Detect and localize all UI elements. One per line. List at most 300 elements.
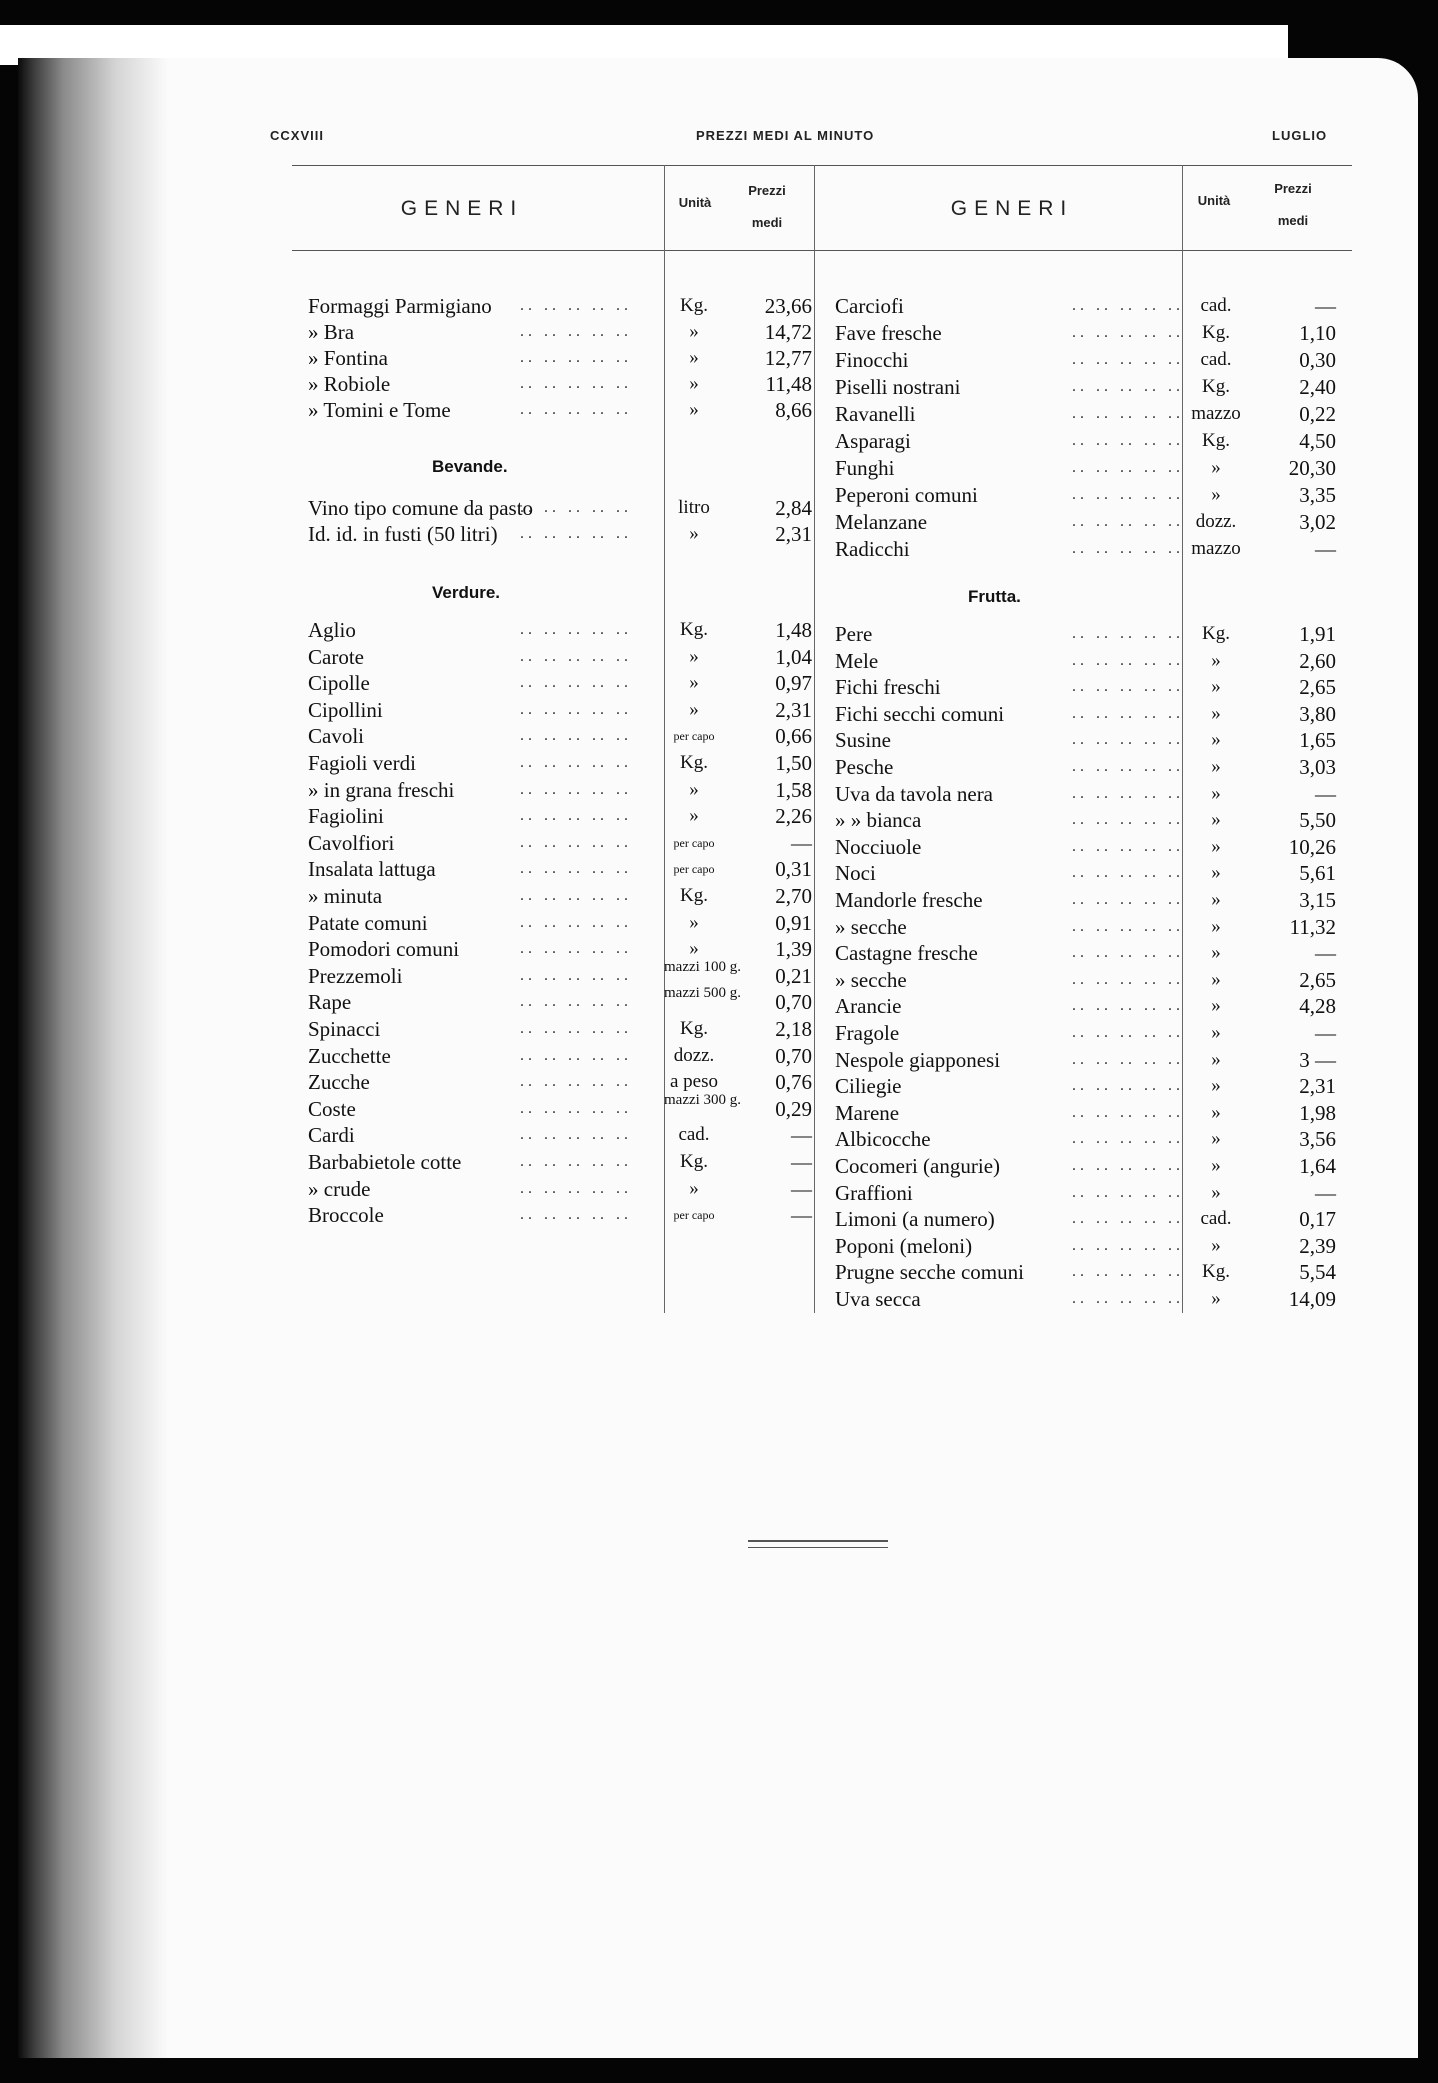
- item-unit: per capo: [673, 1208, 715, 1223]
- table-row: [292, 967, 1352, 993]
- item-price: 4,50: [1299, 429, 1336, 453]
- table-row: [292, 781, 1352, 807]
- item-price: 5,61: [1299, 861, 1336, 886]
- section-verdure: Verdure.: [432, 583, 501, 602]
- item-unit: »: [689, 321, 699, 342]
- item-unit: »: [1211, 1022, 1221, 1043]
- item-label: » crude: [308, 1176, 371, 1201]
- item-price: 23,66: [764, 294, 812, 318]
- item-label: Castagne fresche: [835, 941, 978, 966]
- table-row: [292, 1180, 1352, 1206]
- item-unit: »: [1211, 835, 1221, 857]
- item-price: 2,70: [775, 884, 812, 908]
- item-label: Fave fresche: [835, 321, 942, 345]
- item-label: Mele: [835, 648, 879, 673]
- leader-dots: .. .. .. .. ..: [1072, 513, 1184, 530]
- leader-dots: .. .. .. .. ..: [1072, 540, 1184, 557]
- table-row: [292, 428, 1352, 454]
- table-row: [292, 293, 1352, 319]
- item-unit: cad.: [1200, 1208, 1232, 1230]
- leader-dots: .. .. .. .. ..: [1072, 432, 1184, 449]
- item-unit: a peso: [669, 1071, 718, 1093]
- item-unit: »: [689, 698, 699, 720]
- table-row: [292, 1073, 1352, 1099]
- leader-dots: .. .. .. .. ..: [520, 401, 632, 418]
- leader-dots: .. .. .. .. ..: [520, 621, 632, 638]
- leader-dots: .. .. .. .. ..: [1072, 944, 1184, 962]
- leader-dots: .. .. .. .. ..: [520, 913, 632, 931]
- leader-dots: .. .. .. .. ..: [1072, 625, 1184, 642]
- item-price: 0,70: [775, 990, 812, 1015]
- item-unit: »: [1211, 942, 1221, 964]
- leader-dots: .. .. .. .. ..: [520, 1099, 632, 1117]
- item-price: —: [1315, 941, 1336, 966]
- item-price: 0,17: [1299, 1207, 1336, 1232]
- item-label: Cocomeri (angurie): [835, 1154, 1001, 1178]
- col-header-prezzi-left: Prezzi: [748, 183, 786, 198]
- item-label: Nocciuole: [835, 834, 922, 859]
- leader-dots: .. .. .. .. ..: [1072, 1210, 1184, 1228]
- item-price: 0,29: [775, 1096, 812, 1121]
- item-price: 3,35: [1299, 483, 1336, 507]
- item-price: —: [791, 1176, 812, 1201]
- leader-dots: .. .. .. .. ..: [520, 1179, 632, 1197]
- table-row: [292, 807, 1352, 833]
- item-price: 1,64: [1299, 1154, 1336, 1178]
- leader-dots: .. .. .. .. ..: [520, 499, 632, 516]
- leader-dots: .. .. .. .. ..: [1072, 651, 1184, 669]
- item-price: 0,91: [775, 910, 812, 935]
- item-unit: »: [689, 347, 699, 368]
- item-unit: »: [689, 373, 699, 394]
- leader-dots: .. .. .. .. ..: [520, 323, 632, 340]
- item-unit: »: [1211, 809, 1221, 831]
- item-unit: »: [1211, 1101, 1221, 1123]
- item-label: Ravanelli: [835, 402, 916, 426]
- item-label: Uva da tavola nera: [835, 781, 994, 806]
- item-label: » secche: [835, 967, 907, 992]
- item-label: Pomodori comuni: [308, 937, 460, 962]
- item-price: 11,32: [1289, 914, 1336, 939]
- item-price: 0,31: [775, 857, 812, 882]
- item-label: » Robiole: [308, 372, 391, 396]
- item-unit: Kg.: [680, 885, 708, 906]
- item-unit: »: [1211, 484, 1221, 505]
- item-label: Insalata lattuga: [308, 857, 436, 882]
- item-unit: mazzi 300 g.: [664, 1091, 742, 1108]
- table-row: [292, 860, 1352, 886]
- item-price: 0,22: [1299, 402, 1336, 426]
- leader-dots: .. .. .. .. ..: [520, 860, 632, 878]
- item-label: » Fontina: [308, 346, 388, 370]
- item-label: Carote: [308, 644, 364, 669]
- leader-dots: .. .. .. .. ..: [1072, 486, 1184, 503]
- item-unit: Kg.: [1202, 1261, 1230, 1283]
- table-row: [292, 648, 1352, 674]
- item-price: 14,72: [764, 320, 812, 344]
- item-label: Zucchette: [308, 1043, 391, 1068]
- item-label: Carciofi: [835, 294, 904, 318]
- table-row: [292, 1233, 1352, 1259]
- table-row: [292, 1206, 1352, 1232]
- item-label: Radicchi: [835, 537, 910, 561]
- item-price: 3,15: [1299, 888, 1336, 912]
- item-label: Albicocche: [835, 1127, 931, 1152]
- item-label: Pere: [835, 622, 873, 646]
- item-label: Uva secca: [835, 1287, 921, 1311]
- leader-dots: .. .. .. .. ..: [1072, 917, 1184, 935]
- leader-dots: .. .. .. .. ..: [1072, 1290, 1184, 1307]
- item-label: » Tomini e Tome: [308, 398, 451, 422]
- item-price: 1,10: [1299, 321, 1336, 345]
- table-row: [292, 674, 1352, 700]
- table-row: [292, 1259, 1352, 1285]
- closing-rule: [748, 1547, 888, 1548]
- item-label: Marene: [835, 1100, 900, 1125]
- item-unit: »: [689, 1177, 699, 1199]
- item-label: » secche: [835, 914, 907, 939]
- leader-dots: .. .. .. .. ..: [520, 297, 632, 314]
- leader-dots: .. .. .. .. ..: [1072, 970, 1184, 988]
- leader-dots: .. .. .. .. ..: [1072, 297, 1184, 314]
- page-title: PREZZI MEDI AL MINUTO: [696, 128, 875, 143]
- item-unit: mazzi 100 g.: [664, 958, 742, 975]
- item-price: —: [1315, 1180, 1336, 1205]
- item-unit: »: [1211, 729, 1221, 751]
- item-label: » in grana freschi: [308, 777, 455, 802]
- item-label: Nespole giapponesi: [835, 1047, 1001, 1072]
- item-label: Prugne secche comuni: [835, 1260, 1024, 1285]
- item-price: 2,18: [775, 1017, 812, 1041]
- item-price: 1,91: [1299, 622, 1336, 646]
- leader-dots: .. .. .. .. ..: [520, 349, 632, 366]
- item-unit: »: [689, 672, 699, 694]
- item-unit: Kg.: [680, 752, 708, 773]
- col-header-generi-right: GENERI: [950, 197, 1074, 220]
- leader-dots: .. .. .. .. ..: [1072, 731, 1184, 749]
- leader-dots: .. .. .. .. ..: [520, 940, 632, 958]
- item-label: Cavoli: [308, 724, 364, 749]
- item-price: 0,97: [775, 671, 812, 696]
- item-label: Melanzane: [835, 510, 928, 534]
- item-price: —: [1315, 781, 1336, 806]
- item-unit: Kg.: [680, 1151, 708, 1172]
- item-label: » » bianca: [835, 808, 922, 833]
- item-price: 4,28: [1299, 994, 1336, 1019]
- item-label: Vino tipo comune da pasto: [308, 496, 534, 520]
- item-unit: »: [1211, 1075, 1221, 1097]
- item-label: Rape: [308, 990, 352, 1015]
- item-price: 1,48: [775, 618, 812, 642]
- item-unit: »: [689, 778, 699, 800]
- item-label: Mandorle fresche: [835, 888, 983, 912]
- item-price: 2,65: [1299, 675, 1336, 700]
- item-label: Fichi freschi: [835, 675, 941, 700]
- leader-dots: .. .. .. .. ..: [520, 780, 632, 798]
- item-unit: »: [1211, 676, 1221, 698]
- item-price: 2,65: [1299, 967, 1336, 992]
- leader-dots: .. .. .. .. ..: [520, 754, 632, 771]
- item-label: Fagioli verdi: [308, 751, 416, 775]
- item-price: 8,66: [775, 398, 812, 422]
- leader-dots: .. .. .. .. ..: [1072, 891, 1184, 908]
- item-unit: mazzo: [1191, 538, 1241, 559]
- item-unit: Kg.: [680, 1018, 708, 1039]
- item-price: 3 —: [1299, 1047, 1336, 1072]
- item-unit: »: [689, 805, 699, 827]
- table-row: [292, 1286, 1352, 1312]
- table-row: [292, 701, 1352, 727]
- table-row: [292, 914, 1352, 940]
- item-unit: Kg.: [680, 619, 708, 640]
- item-label: Noci: [835, 861, 876, 886]
- item-label: Poponi (meloni): [835, 1233, 973, 1258]
- table-row: [292, 834, 1352, 860]
- table-row: [292, 887, 1352, 913]
- item-label: Id. id. in fusti (50 litri): [308, 522, 498, 546]
- col-header-medi-right: medi: [1277, 213, 1309, 228]
- item-unit: »: [689, 911, 699, 933]
- table-row: [292, 1047, 1352, 1073]
- item-price: 5,50: [1299, 808, 1336, 833]
- page-gutter-shadow: [18, 58, 168, 2058]
- leader-dots: .. .. .. .. ..: [1072, 405, 1184, 422]
- leader-dots: .. .. .. .. ..: [520, 525, 632, 542]
- item-unit: cad.: [678, 1124, 710, 1146]
- item-unit: »: [689, 938, 699, 960]
- table-row: [292, 347, 1352, 373]
- item-unit: »: [689, 645, 699, 667]
- leader-dots: .. .. .. .. ..: [1072, 864, 1184, 882]
- item-unit: mazzi 500 g.: [664, 985, 742, 1002]
- item-label: Patate comuni: [308, 910, 428, 935]
- item-price: —: [1315, 1021, 1336, 1045]
- leader-dots: .. .. .. .. ..: [1072, 1103, 1184, 1121]
- item-price: 2,84: [775, 496, 812, 520]
- item-price: —: [791, 1203, 812, 1228]
- leader-dots: .. .. .. .. ..: [1072, 1130, 1184, 1148]
- item-label: Cavolfiori: [308, 830, 395, 855]
- item-unit: »: [1211, 1288, 1221, 1309]
- leader-dots: .. .. .. .. ..: [520, 647, 632, 665]
- leader-dots: .. .. .. .. ..: [520, 1020, 632, 1037]
- item-label: » minuta: [308, 884, 383, 908]
- leader-dots: .. .. .. .. ..: [520, 1206, 632, 1224]
- item-label: Cipolle: [308, 671, 370, 696]
- item-label: Formaggi Parmigiano: [308, 294, 492, 318]
- item-label: Prezzemoli: [308, 963, 403, 988]
- table-row: [292, 754, 1352, 780]
- leader-dots: .. .. .. .. ..: [1072, 678, 1184, 696]
- item-price: 10,26: [1288, 834, 1336, 859]
- item-price: 2,31: [775, 697, 812, 722]
- table-row: [292, 940, 1352, 966]
- item-label: Peperoni comuni: [835, 483, 978, 507]
- item-price: 11,48: [765, 372, 812, 396]
- table-row: [292, 374, 1352, 400]
- leader-dots: .. .. .. .. ..: [520, 887, 632, 904]
- leader-dots: .. .. .. .. ..: [1072, 1263, 1184, 1281]
- item-price: 1,98: [1299, 1100, 1336, 1125]
- item-label: Graffioni: [835, 1180, 913, 1205]
- leader-dots: .. .. .. .. ..: [520, 700, 632, 718]
- item-label: Funghi: [835, 456, 895, 480]
- item-price: 5,54: [1299, 1260, 1336, 1285]
- item-price: 1,65: [1299, 728, 1336, 753]
- item-unit: »: [1211, 968, 1221, 990]
- leader-dots: .. .. .. .. ..: [1072, 459, 1184, 476]
- item-price: 3,03: [1299, 755, 1336, 779]
- leader-dots: .. .. .. .. ..: [520, 674, 632, 692]
- item-unit: »: [1211, 1155, 1221, 1176]
- item-unit: »: [1211, 995, 1221, 1017]
- leader-dots: .. .. .. .. ..: [1072, 1183, 1184, 1201]
- item-label: Fichi secchi comuni: [835, 701, 1005, 726]
- col-header-medi-left: medi: [751, 215, 783, 230]
- item-unit: per capo: [673, 729, 715, 744]
- table-row: [292, 482, 1352, 508]
- table-row: [292, 621, 1352, 647]
- item-price: 12,77: [764, 346, 812, 370]
- item-price: 0,76: [775, 1070, 812, 1095]
- item-unit: cad.: [1200, 295, 1232, 316]
- item-price: 14,09: [1288, 1287, 1336, 1311]
- item-unit: Kg.: [1202, 376, 1230, 397]
- item-unit: »: [689, 399, 699, 420]
- item-unit: »: [1211, 702, 1221, 724]
- section-frutta: Frutta.: [968, 587, 1021, 606]
- item-label: Limoni (a numero): [835, 1207, 995, 1232]
- item-price: 3,02: [1299, 510, 1336, 534]
- item-unit: Kg.: [1202, 623, 1230, 644]
- leader-dots: .. .. .. .. ..: [520, 833, 632, 851]
- leader-dots: .. .. .. .. ..: [1072, 1077, 1184, 1095]
- item-label: Spinacci: [308, 1017, 381, 1041]
- item-price: 1,50: [775, 751, 812, 775]
- item-unit: dozz.: [1195, 511, 1237, 532]
- leader-dots: .. .. .. .. ..: [1072, 758, 1184, 775]
- table-row: [292, 455, 1352, 481]
- table-row: [292, 1126, 1352, 1152]
- item-price: 0,66: [775, 724, 812, 749]
- item-label: Finocchi: [835, 348, 909, 372]
- leader-dots: .. .. .. .. ..: [520, 1046, 632, 1064]
- item-unit: per capo: [673, 862, 715, 877]
- leader-dots: .. .. .. .. ..: [1072, 997, 1184, 1015]
- leader-dots: .. .. .. .. ..: [1072, 811, 1184, 829]
- item-unit: cad.: [1200, 349, 1232, 370]
- item-price: 2,31: [775, 522, 812, 546]
- item-unit: dozz.: [673, 1044, 715, 1066]
- table-header-rule: [292, 250, 1352, 251]
- item-label: » Bra: [308, 320, 355, 344]
- table-row: [292, 727, 1352, 753]
- item-label: Susine: [835, 728, 892, 753]
- item-unit: »: [1211, 1181, 1221, 1203]
- item-unit: »: [1211, 1048, 1221, 1070]
- item-price: —: [791, 830, 812, 855]
- leader-dots: .. .. .. .. ..: [1072, 1236, 1184, 1254]
- leader-dots: .. .. .. .. ..: [1072, 324, 1184, 341]
- item-label: Aglio: [308, 618, 356, 642]
- leader-dots: .. .. .. .. ..: [520, 375, 632, 392]
- item-price: 2,40: [1299, 375, 1336, 399]
- item-price: 1,58: [775, 777, 812, 802]
- item-price: 3,56: [1299, 1127, 1336, 1152]
- item-price: 1,39: [775, 937, 812, 962]
- item-price: 2,26: [775, 804, 812, 829]
- table-row: [292, 401, 1352, 427]
- col-header-unita-left: Unità: [678, 195, 712, 210]
- item-label: Broccole: [308, 1203, 384, 1228]
- item-unit: »: [1211, 862, 1221, 884]
- page-number: CCXVIII: [270, 128, 324, 143]
- leader-dots: .. .. .. .. ..: [520, 1126, 632, 1144]
- item-unit: »: [1211, 915, 1221, 937]
- leader-dots: .. .. .. .. ..: [1072, 1050, 1184, 1068]
- item-price: 2,31: [1299, 1074, 1336, 1099]
- item-label: Asparagi: [835, 429, 911, 453]
- item-label: Barbabietole cotte: [308, 1150, 462, 1174]
- leader-dots: .. .. .. .. ..: [1072, 1157, 1184, 1174]
- item-price: 2,39: [1299, 1233, 1336, 1258]
- item-unit: »: [1211, 457, 1221, 478]
- item-unit: »: [1211, 889, 1221, 910]
- leader-dots: .. .. .. .. ..: [520, 966, 632, 984]
- leader-dots: .. .. .. .. ..: [1072, 351, 1184, 368]
- item-price: 2,60: [1299, 648, 1336, 673]
- table-row: [292, 320, 1352, 346]
- item-price: 20,30: [1288, 456, 1336, 480]
- table-row: [292, 536, 1352, 562]
- item-unit: »: [689, 523, 699, 544]
- item-price: —: [791, 1123, 812, 1148]
- item-price: 0,21: [775, 963, 812, 988]
- item-label: Coste: [308, 1096, 356, 1121]
- item-label: Cipollini: [308, 697, 383, 722]
- col-header-unita-right: Unità: [1197, 193, 1231, 208]
- leader-dots: .. .. .. .. ..: [1072, 704, 1184, 722]
- item-price: —: [1315, 537, 1336, 561]
- leader-dots: .. .. .. .. ..: [520, 727, 632, 745]
- item-unit: »: [1211, 756, 1221, 777]
- leader-dots: .. .. .. .. ..: [520, 1153, 632, 1170]
- item-label: Ciliegie: [835, 1074, 902, 1099]
- item-unit: Kg.: [1202, 430, 1230, 451]
- leader-dots: .. .. .. .. ..: [520, 993, 632, 1011]
- leader-dots: .. .. .. .. ..: [1072, 784, 1184, 802]
- leader-dots: .. .. .. .. ..: [520, 1073, 632, 1091]
- item-unit: »: [1211, 649, 1221, 671]
- item-price: 0,70: [775, 1043, 812, 1068]
- item-label: Pesche: [835, 755, 894, 779]
- leader-dots: .. .. .. .. ..: [1072, 1024, 1184, 1041]
- item-price: —: [791, 1150, 812, 1174]
- col-header-generi-left: GENERI: [400, 197, 524, 220]
- item-unit: mazzo: [1191, 403, 1241, 424]
- item-price: 1,04: [775, 644, 812, 669]
- item-unit: »: [1211, 1128, 1221, 1150]
- item-label: Arancie: [835, 994, 902, 1019]
- table-top-rule: [292, 165, 1352, 166]
- item-label: Cardi: [308, 1123, 355, 1148]
- item-price: —: [1315, 294, 1336, 318]
- section-bevande: Bevande.: [432, 457, 508, 476]
- leader-dots: .. .. .. .. ..: [520, 807, 632, 825]
- leader-dots: .. .. .. .. ..: [1072, 378, 1184, 395]
- item-price: 3,80: [1299, 701, 1336, 726]
- item-unit: litro: [678, 497, 710, 518]
